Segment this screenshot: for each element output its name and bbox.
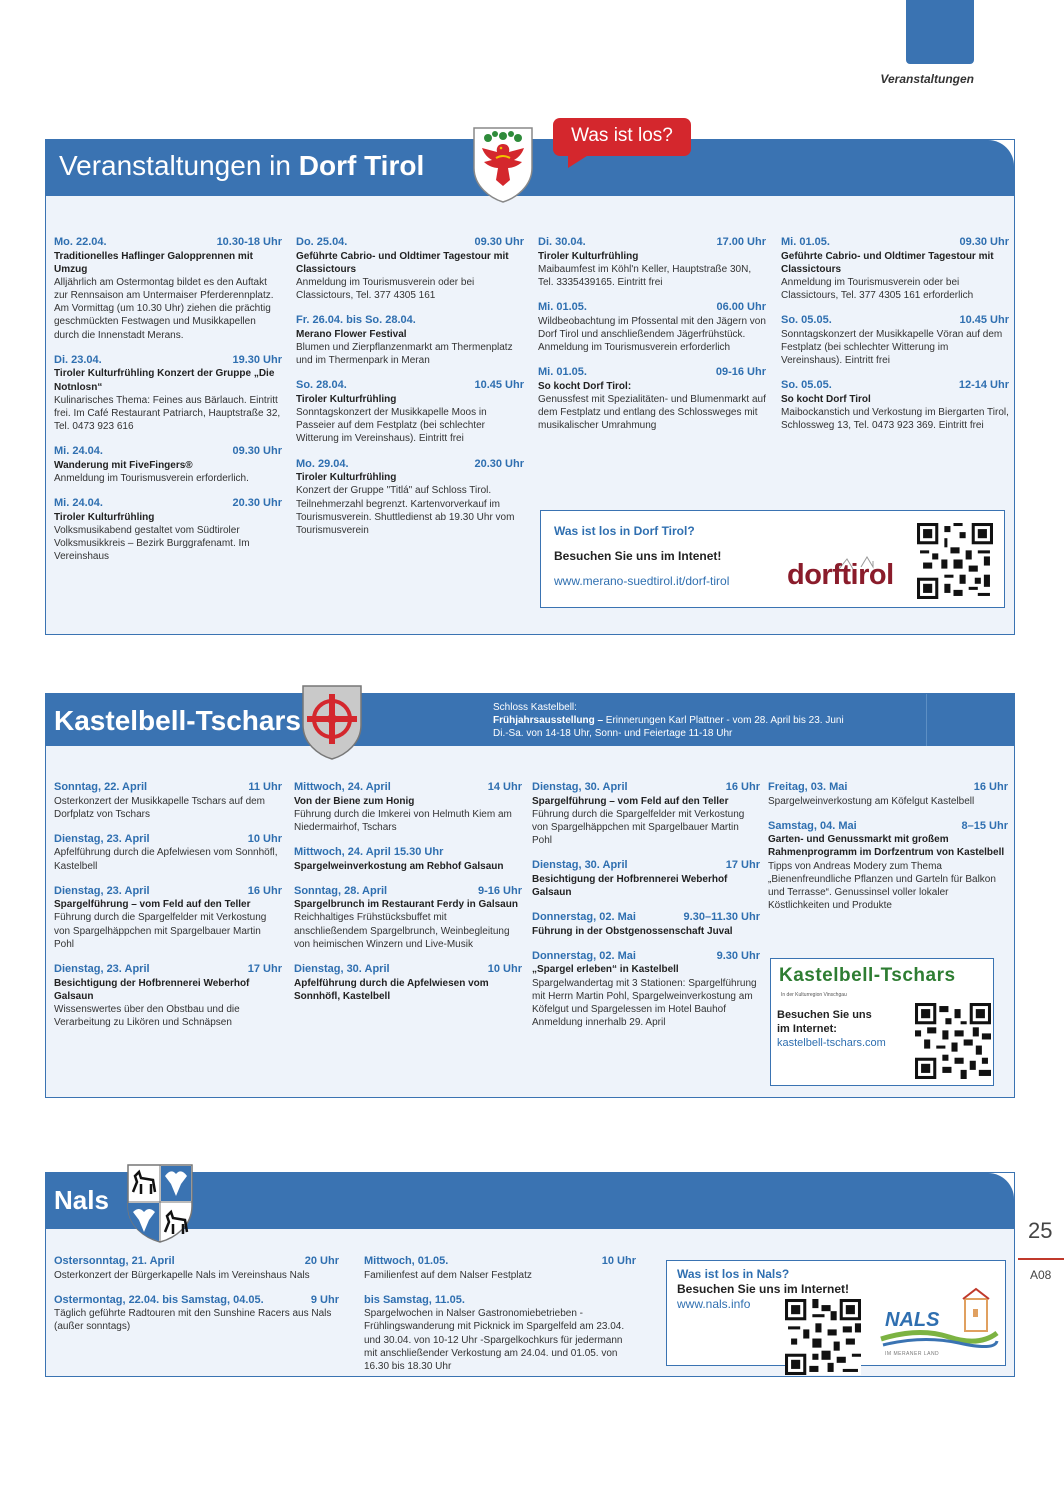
event-time: 20 Uhr xyxy=(304,1255,339,1267)
event-time: 9.30 Uhr xyxy=(716,949,760,962)
event-title: Tiroler Kulturfrühling Konzert der Gruppe „Die Notnlosn“ xyxy=(54,368,275,393)
event-header xyxy=(532,949,760,964)
event-date: Mittwoch, 24. April xyxy=(294,781,391,793)
event-time: 09.30 Uhr xyxy=(232,445,282,458)
event-date: Sonntag, 28. April xyxy=(294,884,388,897)
event-text: Spargelweinverkostung am Köfelgut Kastelbell xyxy=(768,795,975,807)
event-entry xyxy=(294,884,522,951)
event-header xyxy=(781,378,1009,393)
event-title: Von der Biene zum Honig xyxy=(294,795,415,807)
event-time: 8–15 Uhr xyxy=(961,819,1008,832)
event-entry xyxy=(364,1254,636,1282)
kastelbell-info-visit: Besuchen Sie uns im Internet: xyxy=(777,1009,872,1035)
event-date: Dienstag, 23. April xyxy=(54,963,150,976)
event-entry xyxy=(296,313,524,367)
dorf-info-heading: Was ist los in Dorf Tirol? xyxy=(554,524,695,538)
nals-info-box xyxy=(666,1260,1006,1366)
event-date: Dienstag, 30. April xyxy=(294,963,390,976)
event-header xyxy=(54,832,282,847)
nals-col-1 xyxy=(54,1254,339,1345)
event-time: 16 Uhr xyxy=(247,884,282,897)
event-title: „Spargel erleben“ in Kastelbell xyxy=(532,964,679,976)
kastelbell-wheel-crest-icon xyxy=(300,683,364,761)
event-time: 09.30 Uhr xyxy=(474,236,524,248)
event-title: Spargelführung – vom Feld auf den Teller xyxy=(532,795,729,807)
event-entry xyxy=(781,235,1009,302)
event-entry xyxy=(296,378,524,445)
notice-line-1: Schloss Kastelbell: xyxy=(493,702,577,713)
event-text: Führung durch die Imkerei von Helmuth Kiem am Niedermairhof, Tschars xyxy=(294,808,512,833)
kastelbell-band-divider xyxy=(926,694,927,746)
bubble-tail xyxy=(568,154,590,168)
event-header xyxy=(294,962,522,977)
event-header xyxy=(54,444,282,459)
event-date: Do. 25.04. xyxy=(296,236,348,248)
event-date: Dienstag, 23. April xyxy=(54,884,150,897)
nals-crest-icon xyxy=(125,1162,195,1244)
event-text: Genussfest mit Spezialitäten- und Blumenmarkt auf dem Festplatz und entlang des Schlossweges mit musikalischer Umrahmung xyxy=(538,393,766,432)
event-header xyxy=(532,910,760,925)
nals-qr-code-icon xyxy=(785,1299,861,1375)
event-entry xyxy=(54,1293,339,1334)
event-time: 17 Uhr xyxy=(247,963,282,976)
event-date: So. 05.05. xyxy=(781,379,832,392)
event-entry xyxy=(532,949,760,1029)
event-entry xyxy=(54,832,282,873)
event-date: Dienstag, 30. April xyxy=(532,859,628,872)
event-time: 17 Uhr xyxy=(725,859,760,872)
dorftirol-logo xyxy=(787,549,917,606)
event-date: Fr. 26.04. bis So. 28.04. xyxy=(296,314,416,327)
event-date: So. 05.05. xyxy=(781,314,832,327)
event-text: Wissenswertes über den Obstbau und die Verarbeitung zu Likören und Schnäpsen xyxy=(54,1003,240,1029)
event-date: Mittwoch, 24. April 15.30 Uhr xyxy=(294,846,444,859)
kastelbell-logo-text: Kastelbell-Tschars xyxy=(779,965,956,986)
kastel-col-2 xyxy=(294,780,522,1014)
event-text: Alljährlich am Ostermontag bildet es den Auftakt zur Rennsaison am Untermaiser Pferderennplatz. Am Vormittag (um 10.30 Uhr) ziehen die prächtig geschmückten Festwagen und Musikkapellen durch die Innenstadt Merans. xyxy=(54,276,274,341)
event-time: 9 Uhr xyxy=(310,1293,339,1306)
event-header xyxy=(364,1254,636,1269)
nals-logo xyxy=(879,1287,999,1361)
event-entry xyxy=(532,858,760,899)
event-entry xyxy=(768,780,1008,808)
event-text: Anmeldung im Tourismusverein erforderlich. xyxy=(54,472,249,484)
nals-info-visit: Besuchen Sie uns im Internet! xyxy=(677,1282,850,1296)
kastelbell-section xyxy=(45,693,1015,1098)
event-entry xyxy=(294,780,522,834)
event-entry xyxy=(54,235,282,342)
nals-col-2 xyxy=(364,1254,636,1384)
event-entry xyxy=(54,780,282,821)
page-number-rule xyxy=(1018,1258,1064,1260)
event-date: Ostermontag, 22.04. bis Samstag, 04.05. xyxy=(54,1293,264,1306)
dorf-tirol-section xyxy=(45,139,1015,635)
event-date: Mi. 01.05. xyxy=(781,236,830,248)
event-time: 10.30-18 Uhr xyxy=(216,236,282,248)
event-time: 14 Uhr xyxy=(487,781,522,793)
event-text: Familienfest auf dem Nalser Festplatz xyxy=(364,1269,532,1281)
event-header xyxy=(54,353,282,368)
page-code: A08 xyxy=(1030,1268,1052,1282)
event-title: Spargelführung – vom Feld auf den Teller xyxy=(54,899,251,911)
tirol-eagle-crest-icon xyxy=(470,124,536,204)
event-header xyxy=(54,884,282,899)
event-time: 20.30 Uhr xyxy=(232,497,282,510)
event-entry xyxy=(294,962,522,1003)
event-header xyxy=(296,313,524,328)
event-entry xyxy=(538,365,766,432)
event-time: 09-16 Uhr xyxy=(715,366,766,379)
event-text: Führung durch die Spargelfelder mit Verkostung von Spargelhäppchen mit Spargelbauer Martin Pohl xyxy=(54,912,267,950)
event-date: Mi. 24.04. xyxy=(54,445,103,458)
event-time: 20.30 Uhr xyxy=(474,457,524,470)
event-title: Wanderung mit FiveFingers® xyxy=(54,459,193,471)
event-time: 10.45 Uhr xyxy=(474,379,524,392)
event-title: Geführte Cabrio- und Oldtimer Tagestour mit Classictours xyxy=(296,250,509,275)
dorf-qr-code-icon xyxy=(917,523,993,599)
event-text: Anmeldung im Tourismusverein oder bei Classictours, Tel. 377 4305 161 erforderlich xyxy=(781,276,974,302)
event-text: Osterkonzert der Musikkapelle Tschars auf dem Dorfplatz von Tschars xyxy=(54,795,266,820)
nals-logo-sub: IM MERANER LAND xyxy=(885,1351,940,1357)
nals-info-heading: Was ist los in Nals? xyxy=(677,1267,790,1281)
event-time: 06.00 Uhr xyxy=(716,301,766,314)
section-label: Veranstaltungen xyxy=(880,72,974,86)
event-header xyxy=(768,819,1008,834)
chapter-tab xyxy=(906,0,974,64)
event-header xyxy=(296,378,524,393)
event-text: Führung durch die Spargelfelder mit Verkostung von Spargelhäppchen mit Spargelbauer Martin Pohl xyxy=(532,808,745,847)
dorf-col-4 xyxy=(781,235,1009,443)
kastel-col-3 xyxy=(532,780,760,1040)
event-date: Di. 30.04. xyxy=(538,236,586,248)
event-time: 12-14 Uhr xyxy=(958,379,1009,392)
event-time: 10 Uhr xyxy=(487,963,522,976)
dorf-tirol-title: Veranstaltungen in Dorf Tirol xyxy=(59,150,425,181)
event-text: Osterkonzert der Bürgerkapelle Nals im Vereinshaus Nals xyxy=(54,1269,310,1281)
event-date: Ostersonntag, 21. April xyxy=(54,1255,175,1267)
dorftirol-logo-text: dorftirol xyxy=(787,559,894,591)
event-time: 9-16 Uhr xyxy=(477,884,522,897)
event-time: 9.30–11.30 Uhr xyxy=(683,911,760,924)
event-time: 10.45 Uhr xyxy=(959,314,1009,327)
event-text: Maibaumfest im Köhl'n Keller, Hauptstraße 30N, Tel. 3335439165. Eintritt frei xyxy=(538,263,752,288)
event-header xyxy=(781,235,1009,250)
kastelbell-notice xyxy=(493,701,933,740)
event-text: Maibockanstich und Verkostung im Biergarten Tirol, Schlossweg 13, Tel. 0473 923 369. Eintritt frei xyxy=(781,407,1009,432)
event-title: Apfelführung durch die Apfelwiesen vom Sonnhöfl, Kastelbell xyxy=(294,977,489,1002)
event-text: Anmeldung im Tourismusverein oder bei Classictours, Tel. 377 4305 161 xyxy=(296,276,475,302)
event-entry xyxy=(532,910,760,938)
event-date: Di. 23.04. xyxy=(54,353,102,366)
event-title: Tiroler Kulturfrühling xyxy=(296,393,397,405)
event-header xyxy=(296,457,524,472)
event-header xyxy=(768,780,1008,795)
event-time: 10 Uhr xyxy=(247,832,282,845)
kastel-col-4 xyxy=(768,780,1008,923)
event-date: Mittwoch, 01.05. xyxy=(364,1255,449,1267)
event-time: 09.30 Uhr xyxy=(959,236,1009,248)
event-text: Tipps von Andreas Modery zum Thema „Bienenfreundliche Pflanzen und Garteln für Balkon und Terrasse“. Genussinsel voller lokaler Köstlichkeiten und Produkte xyxy=(768,860,996,912)
event-header xyxy=(54,1254,339,1269)
event-title: Merano Flower Festival xyxy=(296,328,407,340)
event-entry xyxy=(538,300,766,354)
event-header xyxy=(54,962,282,977)
event-header xyxy=(294,845,522,860)
event-title: Führung in der Obstgenossenschaft Juval xyxy=(532,925,733,937)
event-title: Besichtigung der Hofbrennerei Weberhof Galsaun xyxy=(54,977,250,1002)
event-header xyxy=(294,780,522,795)
event-date: Samstag, 04. Mai xyxy=(768,819,857,832)
event-date: Donnerstag, 02. Mai xyxy=(532,911,636,924)
event-entry xyxy=(781,378,1009,432)
event-time: 16 Uhr xyxy=(725,781,760,793)
notice-line-3: Di.-Sa. von 14-18 Uhr, Sonn- und Feiertage 11-18 Uhr xyxy=(493,728,733,739)
event-header xyxy=(538,235,766,250)
event-header xyxy=(538,300,766,315)
event-header xyxy=(294,884,522,899)
event-title: Besichtigung der Hofbrennerei Weberhof Galsaun xyxy=(532,873,728,898)
kastelbell-qr-code-icon xyxy=(915,1003,991,1079)
notice-line-2: Frühjahrsausstellung – Erinnerungen Karl Plattner - vom 28. April bis 23. Juni xyxy=(493,715,844,726)
event-date: Dienstag, 30. April xyxy=(532,781,628,793)
event-title: Traditionelles Haflinger Galopprennen mit Umzug xyxy=(54,250,253,275)
event-date: Sonntag, 22. April xyxy=(54,781,148,793)
event-text: Wildbeobachtung im Pfossental mit den Jägern von Dorf Tirol und anschließendem Jägerfrühstück. Anmeldung im Tourismusverein erforderlich xyxy=(538,315,766,353)
kastelbell-info-box xyxy=(770,958,994,1086)
event-entry xyxy=(296,235,524,302)
page-number: 25 xyxy=(1028,1218,1053,1243)
event-time: 19.30 Uhr xyxy=(232,353,282,366)
event-header xyxy=(781,313,1009,328)
event-date: So. 28.04. xyxy=(296,379,347,392)
event-header xyxy=(364,1293,636,1308)
was-ist-los-bubble: Was ist los? xyxy=(553,118,691,156)
event-text: Konzert der Gruppe "Titlá" auf Schloss Tirol. Teilnehmerzahl begrenzt. Kartenvorverkauf im Tourismusverein. Shuttledienst ab 19.30 Uhr vom Tourismusverein xyxy=(296,485,515,536)
dorf-info-visit: Besuchen Sie uns im Intenet! xyxy=(554,549,722,563)
event-title: So kocht Dorf Tirol xyxy=(781,393,871,405)
event-date: Mo. 22.04. xyxy=(54,236,107,248)
kastel-col-1 xyxy=(54,780,282,1040)
nals-logo-text: NALS xyxy=(885,1309,940,1331)
event-date: Mi. 24.04. xyxy=(54,497,103,510)
event-header xyxy=(54,496,282,511)
dorf-tirol-info-box xyxy=(540,510,1005,608)
event-entry xyxy=(768,819,1008,913)
event-title: Tiroler Kulturfrühling xyxy=(54,511,155,523)
dorf-col-3 xyxy=(538,235,766,443)
event-entry xyxy=(532,780,760,847)
event-text: Sonntagskonzert der Musikkapelle Vöran auf dem Festplatz (bei schlechter Witterung im Vereinshaus). Eintritt frei xyxy=(781,328,1003,367)
event-title: Tiroler Kulturfrühling xyxy=(296,472,397,484)
event-header xyxy=(54,235,282,250)
kastelbell-logo-sub: In der Kulturregion Vinschgau xyxy=(781,992,847,998)
event-text: Reichhaltiges Frühstücksbuffet mit anschließendem Spargelbrunch, Weinbegleitung von heimischen Winzern und Live-Musik xyxy=(294,912,510,950)
event-date: bis Samstag, 11.05. xyxy=(364,1293,465,1306)
event-entry xyxy=(296,457,524,537)
kastelbell-info-url[interactable]: kastelbell-tschars.com xyxy=(777,1037,886,1049)
event-date: Mi. 01.05. xyxy=(538,366,587,379)
event-entry xyxy=(54,444,282,485)
event-entry xyxy=(294,845,522,873)
event-date: Mi. 01.05. xyxy=(538,301,587,314)
event-text: Kulinarisches Thema: Feines aus Bärlauch. Eintritt frei. Im Café Restaurant Patriarch, Hauptstraße 32, Tel. 0473 923 616 xyxy=(54,394,281,433)
event-entry xyxy=(364,1293,636,1373)
event-text: Spargelwandertag mit 3 Stationen: Spargelführung mit Herrn Martin Pohl, Spargelweinverkostung am Köfelgut und Spargelessen im Hotel Bauhof Anmeldung innerhalb 29. April xyxy=(532,977,757,1029)
event-header xyxy=(54,1293,339,1308)
event-time: 17.00 Uhr xyxy=(716,236,766,248)
event-date: Freitag, 03. Mai xyxy=(768,781,848,793)
event-text: Blumen und Zierpflanzenmarkt am Thermenplatz und im Thermenpark in Meran xyxy=(296,341,513,367)
event-date: Donnerstag, 02. Mai xyxy=(532,949,636,962)
event-header xyxy=(538,365,766,380)
event-time: 16 Uhr xyxy=(973,781,1008,793)
event-entry xyxy=(781,313,1009,367)
event-title: Spargelweinverkostung am Rebhof Galsaun xyxy=(294,860,504,872)
event-title: Spargelbrunch im Restaurant Ferdy in Galsaun xyxy=(294,899,518,911)
event-title: Tiroler Kulturfrühling xyxy=(538,250,639,262)
event-entry xyxy=(538,235,766,289)
dorf-col-1 xyxy=(54,235,282,574)
event-entry xyxy=(54,1254,339,1282)
event-text: Täglich geführte Radtouren mit den Sunshine Racers aus Nals (außer sonntags) xyxy=(54,1308,332,1333)
event-time: 10 Uhr xyxy=(601,1255,636,1267)
event-entry xyxy=(54,884,282,951)
event-date: Dienstag, 23. April xyxy=(54,832,150,845)
event-header xyxy=(54,780,282,795)
event-header xyxy=(532,780,760,795)
event-header xyxy=(532,858,760,873)
event-time: 11 Uhr xyxy=(248,781,282,793)
event-text: Sonntagskonzert der Musikkapelle Moos in Passeier auf dem Festplatz (bei schlechter Witterung im Vereinshaus). Eintritt frei xyxy=(296,407,487,445)
kastelbell-title: Kastelbell-Tschars xyxy=(54,705,301,736)
event-date: Mo. 29.04. xyxy=(296,457,349,470)
nals-title: Nals xyxy=(54,1185,109,1215)
event-entry xyxy=(54,496,282,563)
event-title: Geführte Cabrio- und Oldtimer Tagestour mit Classictours xyxy=(781,250,994,275)
event-entry xyxy=(54,353,282,433)
event-entry xyxy=(54,962,282,1029)
event-title: So kocht Dorf Tirol: xyxy=(538,380,632,392)
event-header xyxy=(296,235,524,250)
dorf-info-url[interactable]: www.merano-suedtirol.it/dorf-tirol xyxy=(554,574,730,588)
nals-info-url[interactable]: www.nals.info xyxy=(677,1297,751,1311)
event-text: Volksmusikabend gestaltet vom Südtiroler Volksmusikkreis – Bezirk Burggrafenamt. Im Vereinshaus xyxy=(54,524,250,563)
event-title: Garten- und Genussmarkt mit großem Rahmenprogramm im Dorfzentrum von Kastelbell xyxy=(768,834,1005,859)
event-text: Spargelwochen in Nalser Gastronomiebetrieben -Frühlingswanderung mit Picknick im Spargelfeld am 23.04. und 30.04. von 10-12 Uhr -Spargelkochkurs für jedermann mit anschließender Verkostung am 24.04. und 01.05. von 16.30 bis 18.30 Uhr xyxy=(364,1308,625,1372)
event-text: Apfelführung durch die Apfelwiesen vom Sonnhöfl, Kastelbell xyxy=(54,847,278,872)
dorf-col-2 xyxy=(296,235,524,548)
